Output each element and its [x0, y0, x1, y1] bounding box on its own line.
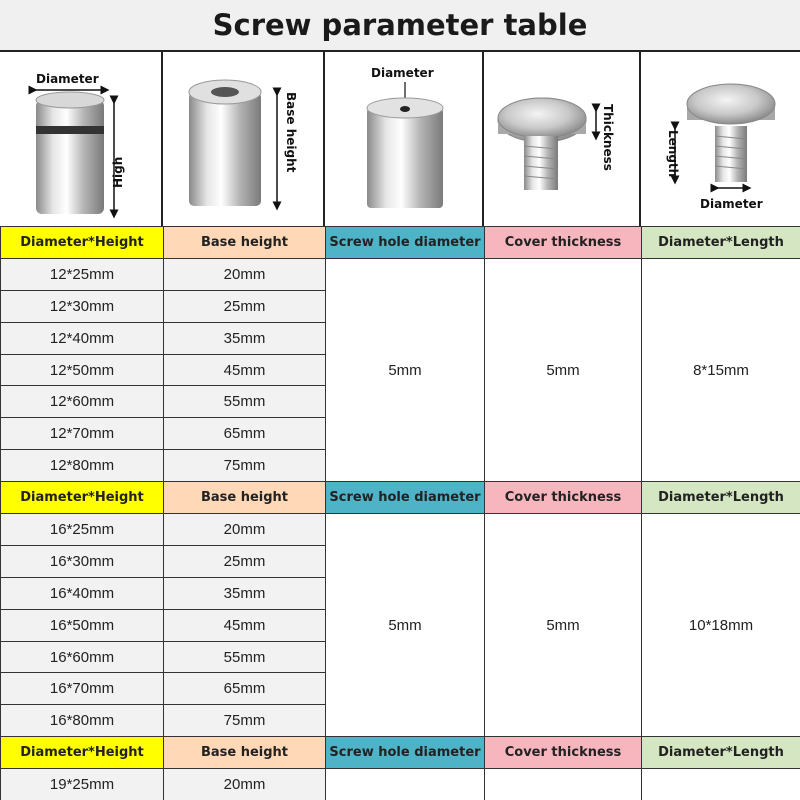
cell-diameter-height: 12*40mm: [1, 322, 164, 354]
cell-base-height: 25mm: [164, 290, 326, 322]
header-screw-hole-diameter: Screw hole diameter: [326, 227, 485, 259]
cell-diameter-height: 12*30mm: [1, 290, 164, 322]
cell-screw-hole: 5mm: [326, 258, 485, 481]
cell-diameter-height: 12*80mm: [1, 450, 164, 482]
diameter-label: Diameter: [36, 72, 99, 86]
header-diameter-length: Diameter*Length: [642, 737, 800, 769]
cell-diameter-length: 10*18mm: [642, 514, 800, 737]
cell-base-height: 35mm: [164, 322, 326, 354]
cell-base-height: 20mm: [164, 258, 326, 290]
header-cover-thickness: Cover thickness: [485, 227, 642, 259]
length-label: Length: [666, 130, 680, 178]
table-row: [1, 769, 800, 800]
screw-photo: [641, 52, 800, 226]
cell-cover-thickness: [485, 769, 642, 800]
header-diameter-length: Diameter*Length: [642, 227, 800, 259]
cell-cover-thickness: 5mm: [485, 258, 642, 481]
cell-base-height: 20mm: [164, 514, 326, 546]
cell-base-height: 35mm: [164, 577, 326, 609]
table-row: [1, 514, 800, 546]
cell-diameter-height: 16*60mm: [1, 641, 164, 673]
cell-diameter-length: 8*15mm: [642, 258, 800, 481]
header-screw-hole-diameter: Screw hole diameter: [326, 737, 485, 769]
cell-base-height: 25mm: [164, 545, 326, 577]
base-height-label: Base height: [284, 92, 298, 173]
cap-photo: [484, 52, 641, 226]
header-cover-thickness: Cover thickness: [485, 737, 642, 769]
header-diameter-height: Diameter*Height: [1, 227, 164, 259]
cell-diameter-height: 12*60mm: [1, 386, 164, 418]
cell-diameter-height: 16*80mm: [1, 705, 164, 737]
base-photo: [163, 52, 325, 226]
cell-base-height: 75mm: [164, 450, 326, 482]
cell-diameter-height: 16*25mm: [1, 514, 164, 546]
cell-screw-hole: 5mm: [326, 514, 485, 737]
cell-base-height: 65mm: [164, 418, 326, 450]
cell-base-height: 75mm: [164, 705, 326, 737]
cell-base-height: 45mm: [164, 609, 326, 641]
cell-diameter-height: 16*40mm: [1, 577, 164, 609]
cell-diameter-length: [642, 769, 800, 800]
header-diameter-length: Diameter*Length: [642, 482, 800, 514]
header-diameter-height: Diameter*Height: [1, 482, 164, 514]
header-cover-thickness: Cover thickness: [485, 482, 642, 514]
product-images: [0, 52, 800, 226]
header-row: [1, 227, 800, 259]
cell-diameter-height: 16*70mm: [1, 673, 164, 705]
cell-base-height: 55mm: [164, 386, 326, 418]
table-row: [1, 258, 800, 290]
high-label: High: [111, 156, 125, 188]
page-title: Screw parameter table: [0, 0, 800, 52]
cell-base-height: 45mm: [164, 354, 326, 386]
header-screw-hole-diameter: Screw hole diameter: [326, 482, 485, 514]
header-base-height: Base height: [164, 482, 326, 514]
header-row: [1, 737, 800, 769]
hole-diameter-label: Diameter: [371, 66, 434, 80]
cell-base-height: 55mm: [164, 641, 326, 673]
cell-cover-thickness: 5mm: [485, 514, 642, 737]
cell-diameter-height: 12*25mm: [1, 258, 164, 290]
header-row: [1, 482, 800, 514]
screw-diameter-label: Diameter: [700, 197, 763, 211]
cell-base-height: 65mm: [164, 673, 326, 705]
cell-diameter-height: 16*50mm: [1, 609, 164, 641]
header-base-height: Base height: [164, 737, 326, 769]
header-diameter-height: Diameter*Height: [1, 737, 164, 769]
cell-diameter-height: 12*70mm: [1, 418, 164, 450]
cell-diameter-height: 16*30mm: [1, 545, 164, 577]
thickness-label: Thickness: [601, 104, 615, 171]
header-base-height: Base height: [164, 227, 326, 259]
cell-screw-hole: [326, 769, 485, 800]
hole-photo: [325, 52, 484, 226]
cell-diameter-height: 12*50mm: [1, 354, 164, 386]
cell-base-height: 20mm: [164, 769, 326, 800]
cell-diameter-height: 19*25mm: [1, 769, 164, 800]
parameter-table: [0, 226, 800, 800]
standoff-photo: [0, 52, 163, 226]
